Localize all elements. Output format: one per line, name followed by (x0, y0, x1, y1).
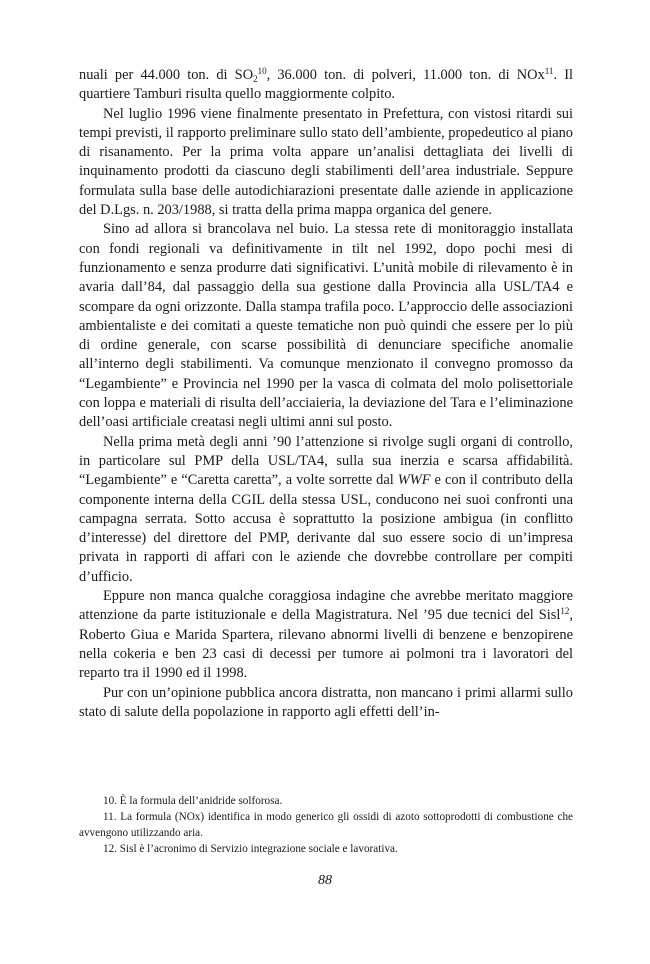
text-run: . Il quartiere Tamburi risulta quello maggiormente colpito. (79, 67, 573, 103)
text-run: Pur con un’opinione pubblica ancora distratta, non mancano i primi allarmi sullo stato di salute della popolazione in rapporto agli effetti dell’in- (79, 684, 573, 720)
paragraph (79, 587, 573, 683)
paragraph (79, 220, 573, 432)
footnote: 12. Sisl è l’acronimo di Servizio integrazione sociale e lavorativa. (103, 843, 398, 855)
footnote: 10. È la formula dell’anidride solforosa. (103, 795, 283, 807)
paragraph (79, 684, 573, 723)
text-run: , 36.000 ton. di polveri, 11.000 ton. di NOx (266, 67, 545, 83)
subscript: 2 (253, 74, 258, 84)
text-run: , Roberto Giua e Marida Spartera, rilevano abnormi livelli di benzene e benzopirene nella cokeria e ben 23 casi di decessi per tumore ai polmoni tra i lavoratori del reparto tra il 1990 ed il 1998. (79, 607, 573, 682)
text-run: Nella prima metà degli anni ’90 l’attenzione si rivolge sugli organi di controllo, in particolare sul PMP della USL/TA4, sulla sua inerzia e scarsa affidabilità. “Legambiente” e “Caretta caretta”, a volte sorrette dal (79, 433, 573, 489)
text-run: Eppure non manca qualche coraggiosa indagine che avrebbe meritato maggiore attenzione da parte istituzionale e della Magistratura. Nel ’95 due tecnici del Sisl (79, 588, 573, 624)
footnote-ref: 11 (544, 66, 554, 76)
paragraph (79, 433, 573, 587)
paragraph (79, 66, 573, 105)
text-run: e con il contributo della componente interna della CGIL della stessa USL, conducono nei suoi confronti una campagna serrata. Sotto accusa è soprattutto la posizione ambigua (in conflitto d’interesse) del direttore del PMP, derivante dal suo essere socio di un’impresa privata in rapporti di affari con le aziende che dovrebbe controllare per compiti d’ufficio. (79, 472, 573, 585)
text-run: nuali per 44.000 ton. di SO (79, 67, 254, 83)
paragraph (79, 105, 573, 221)
footnote-ref: 10 (257, 66, 267, 76)
body-text (79, 66, 573, 722)
footnotes (79, 793, 573, 857)
footnote-ref: 12 (560, 606, 570, 617)
text-run: Sino ad allora si brancolava nel buio. La stessa rete di monitoraggio installata con fondi regionali va definitivamente in tilt nel 1992, dopo pochi mesi di funzionamento e senza produrre dati significativi. L’unità mobile di rilevamento è in avaria dall’84, dal passaggio della sua gestione dalla Provincia alla USL/TA4 e scompare da ogni orizzonte. Dalla stampa trafila poco. L’approccio delle associazioni ambientaliste e dei comitati a queste tematiche non può quindi che essere per lo più di ordine generale, con scarse possibilità di denunciare specifiche anomalie all’interno degli stabilimenti. Va comunque menzionato il convegno promosso da “Legambiente” e Provincia nel 1990 per la vasca di colmata del molo polisettoriale con loppa e materiali di risulta dell’acciaieria, la deviazione del Tara e l’eliminazione dell’oasi artificiale creatasi negli ultimi anni sul posto. (79, 221, 573, 431)
italic-text: WWF (397, 472, 431, 489)
page-number: 88 (318, 873, 332, 888)
text-run: Nel luglio 1996 viene finalmente presentato in Prefettura, con vistosi ritardi sui tempi previsti, il rapporto preliminare sullo stato dell’ambiente, propedeutico al piano di risanamento. Per la prima volta appare un’analisi dettagliata dei livelli di inquinamento prodotti da ciascuno degli stabilimenti dell’area industriale. Seppure formulata sulla base delle autodichiarazioni presentate dalle aziende in applicazione del D.Lgs. n. 203/1988, si tratta della prima mappa organica del genere. (79, 105, 573, 219)
footnote: 11. La formula (NOx) identifica in modo generico gli ossidi di azoto sottoprodotti di combustione che avvengono utilizzando aria. (79, 811, 573, 839)
